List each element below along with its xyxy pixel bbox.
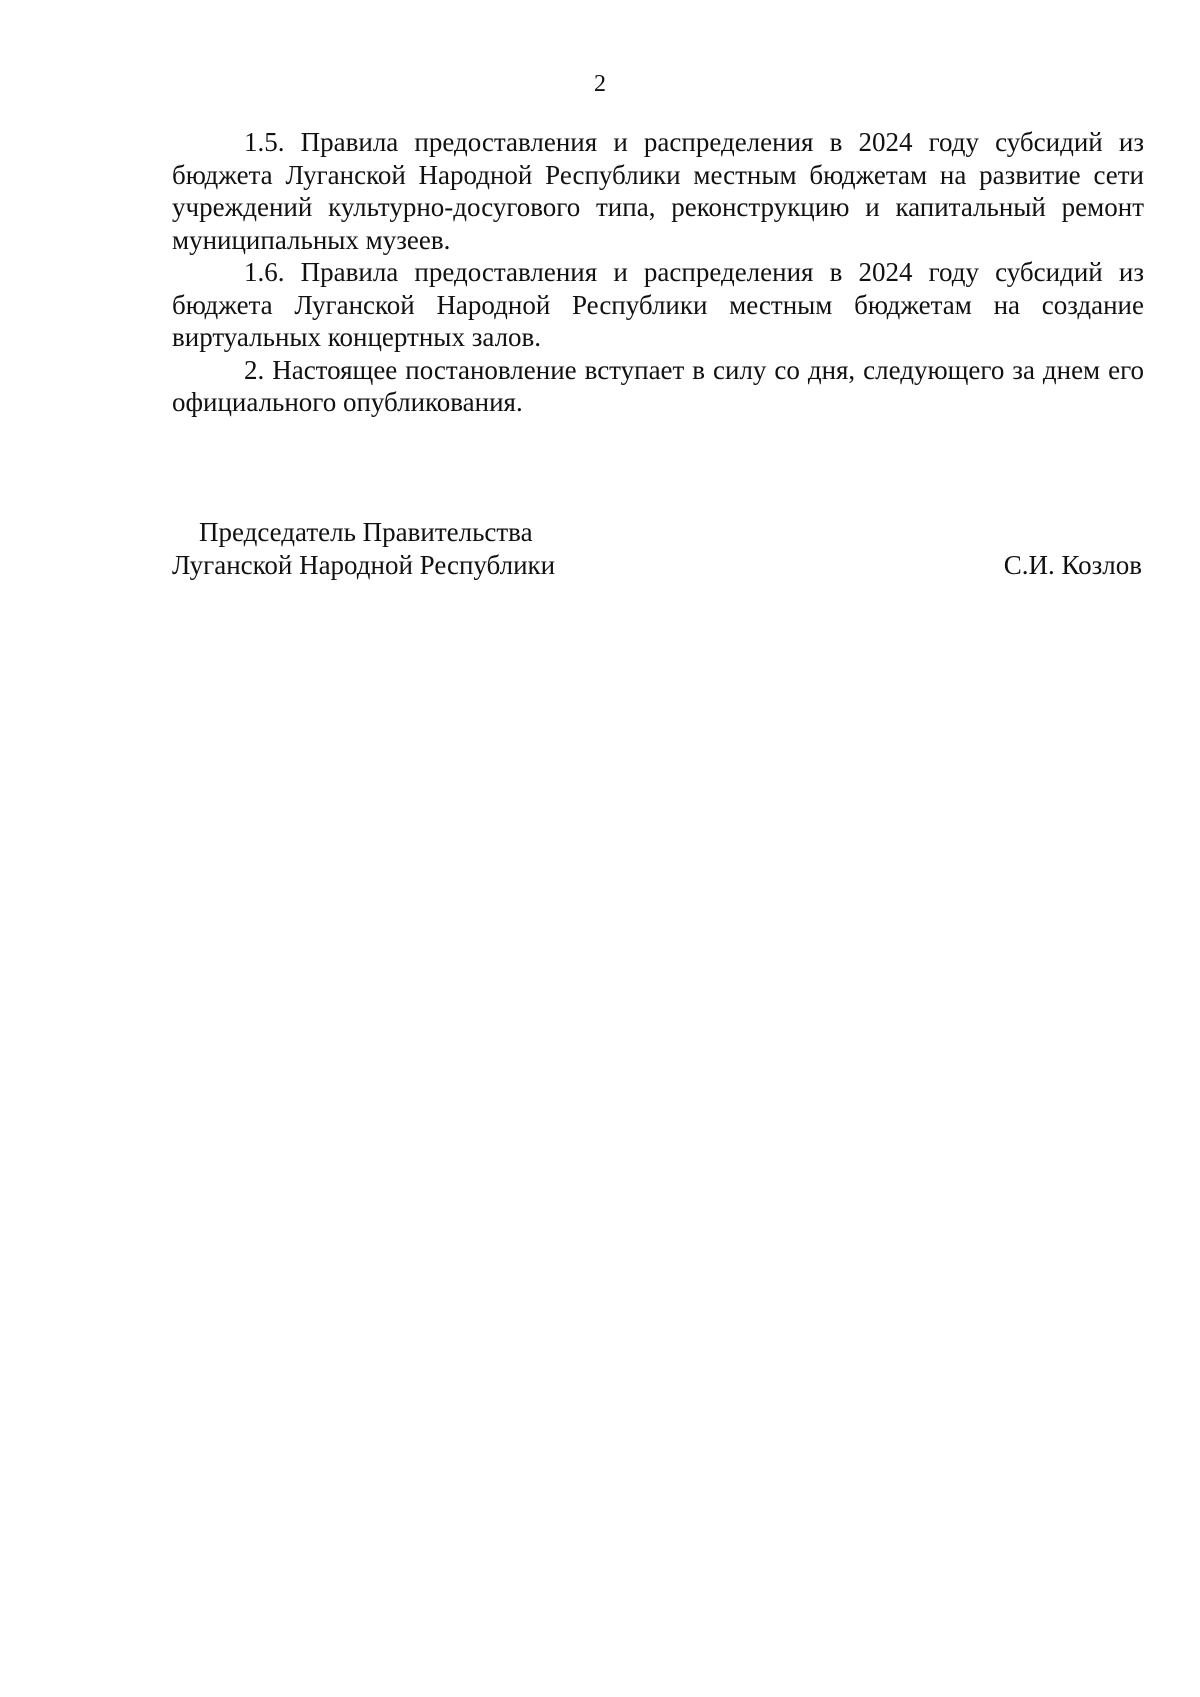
paragraph-1-6: 1.6. Правила предоставления и распределения в 2024 году субсидий из бюджета Луганской Народной Республики местным бюджетам на создание виртуальных концертных залов. [172,257,1144,352]
signatory-name: С.И. Козлов [1003,549,1142,580]
paragraph-2: 2. Настоящее постановление вступает в силу со дня, следующего за днем его официального опубликования. [172,354,1144,417]
page-number: 2 [594,71,606,97]
signature-block [172,516,1144,581]
signature-row [172,549,1144,582]
signatory-title-line1: Председатель Правительства [199,517,533,547]
paragraph-1-5: 1.5. Правила предоставления и распределения в 2024 году субсидий из бюджета Луганской Народной Республики местным бюджетам на развитие сети учреждений культурно-досугового типа, реконструкцию и капитальный ремонт муниципальных музеев. [172,127,1144,255]
document-body [172,126,1144,419]
signatory-title-line2: Луганской Народной Республики [172,549,556,580]
